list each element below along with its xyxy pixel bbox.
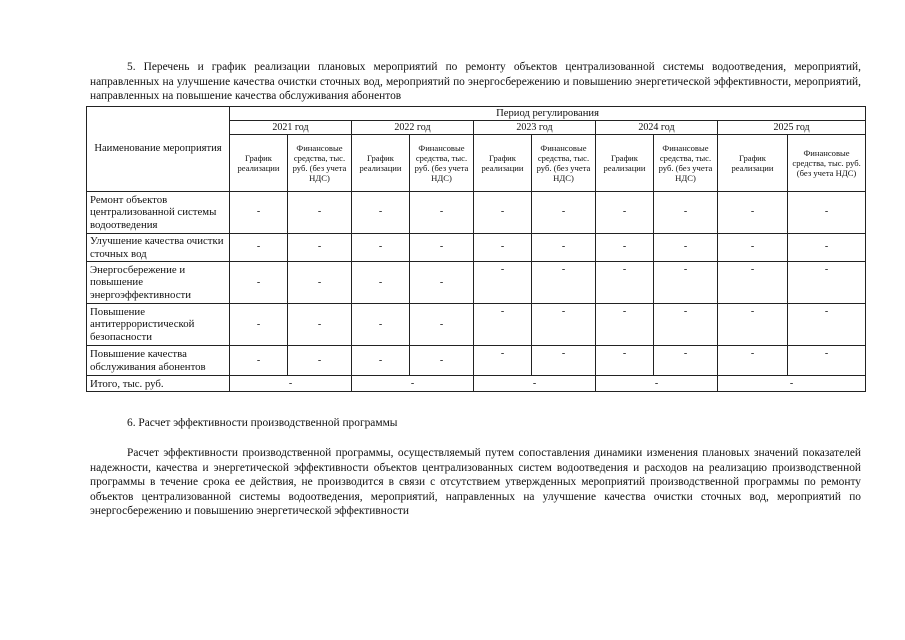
implementation-plan-table — [86, 106, 866, 392]
finance-subheader: Финансовые средства, тыс. руб. (без учета НДС) — [532, 135, 596, 192]
value-cell: - — [718, 262, 788, 304]
value-cell: - — [230, 262, 288, 304]
value-cell: - — [352, 304, 410, 346]
value-cell: - — [410, 234, 474, 262]
value-cell: - — [596, 346, 654, 376]
value-cell: - — [352, 262, 410, 304]
value-cell: - — [474, 346, 532, 376]
value-cell: - — [532, 234, 596, 262]
year-header: 2021 год — [230, 121, 352, 135]
value-cell: - — [532, 304, 596, 346]
total-value-cell: - — [718, 376, 866, 392]
value-cell: - — [474, 304, 532, 346]
value-cell: - — [410, 192, 474, 234]
value-cell: - — [288, 234, 352, 262]
total-row — [87, 376, 866, 392]
value-cell: - — [654, 192, 718, 234]
value-cell: - — [788, 346, 866, 376]
value-cell: - — [718, 304, 788, 346]
value-cell: - — [474, 262, 532, 304]
value-cell: - — [230, 346, 288, 376]
value-cell: - — [532, 346, 596, 376]
value-cell: - — [596, 262, 654, 304]
value-cell: - — [654, 346, 718, 376]
value-cell: - — [288, 346, 352, 376]
value-cell: - — [352, 234, 410, 262]
total-value-cell: - — [596, 376, 718, 392]
value-cell: - — [474, 234, 532, 262]
value-cell: - — [718, 346, 788, 376]
value-cell: - — [532, 192, 596, 234]
value-cell: - — [788, 262, 866, 304]
value-cell: - — [288, 304, 352, 346]
schedule-subheader: График реализации — [474, 135, 532, 192]
finance-subheader: Финансовые средства, тыс. руб. (без учета НДС) — [788, 135, 866, 192]
finance-subheader: Финансовые средства, тыс. руб. (без учета НДС) — [410, 135, 474, 192]
value-cell: - — [654, 304, 718, 346]
year-header: 2022 год — [352, 121, 474, 135]
finance-subheader: Финансовые средства, тыс. руб. (без учета НДС) — [288, 135, 352, 192]
activity-name: Повышение антитеррористической безопасности — [87, 304, 230, 346]
value-cell: - — [654, 234, 718, 262]
schedule-subheader: График реализации — [718, 135, 788, 192]
value-cell: - — [718, 192, 788, 234]
activity-name: Улучшение качества очистки сточных вод — [87, 234, 230, 262]
total-value-cell: - — [474, 376, 596, 392]
value-cell: - — [654, 262, 718, 304]
finance-subheader: Финансовые средства, тыс. руб. (без учета НДС) — [654, 135, 718, 192]
period-header: Период регулирования — [230, 107, 866, 121]
table-row — [87, 234, 866, 262]
total-value-cell: - — [352, 376, 474, 392]
year-header: 2024 год — [596, 121, 718, 135]
schedule-subheader: График реализации — [230, 135, 288, 192]
value-cell: - — [410, 262, 474, 304]
schedule-subheader: График реализации — [596, 135, 654, 192]
table-row — [87, 346, 866, 376]
value-cell: - — [410, 346, 474, 376]
value-cell: - — [230, 234, 288, 262]
value-cell: - — [596, 304, 654, 346]
value-cell: - — [288, 192, 352, 234]
schedule-subheader: График реализации — [352, 135, 410, 192]
value-cell: - — [230, 304, 288, 346]
value-cell: - — [352, 346, 410, 376]
value-cell: - — [788, 192, 866, 234]
value-cell: - — [230, 192, 288, 234]
value-cell: - — [410, 304, 474, 346]
activity-name: Ремонт объектов централизованной системы водоотведения — [87, 192, 230, 234]
year-header: 2023 год — [474, 121, 596, 135]
table-row — [87, 262, 866, 304]
value-cell: - — [532, 262, 596, 304]
value-cell: - — [596, 192, 654, 234]
section-5-paragraph: 5. Перечень и график реализации плановых мероприятий по ремонту объектов централизованной системы водоотведения, мероприятий, направленных на улучшение качества очистки сточных вод, мероприятий по энергосбережению и повышению энергетической эффективности, мероприятий, направленных на повышение качества обслуживания абонентов — [90, 61, 861, 103]
value-cell: - — [596, 234, 654, 262]
section-6-heading: 6. Расчет эффективности производственной программы — [127, 417, 398, 429]
activity-name: Повышение качества обслуживания абонентов — [87, 346, 230, 376]
value-cell: - — [352, 192, 410, 234]
activity-name: Энергосбережение и повышение энергоэффективности — [87, 262, 230, 304]
value-cell: - — [788, 234, 866, 262]
value-cell: - — [474, 192, 532, 234]
value-cell: - — [288, 262, 352, 304]
section-6-paragraph: Расчет эффективности производственной программы, осуществляемый путем сопоставления динамики изменения плановых значений показателей надежности, качества и энергетической эффективности объектов централизованных систем водоотведения и расходов на реализацию производственной программы в течение срока ее действия, не производится в связи с отсутствием утвержденных мероприятий производственной программы по ремонту объектов централизованной системы водоотведения, мероприятий, направленных на улучшение качества очистки сточных вод, мероприятий по энергосбережению и повышению энергетической эффективности — [90, 447, 861, 518]
year-header: 2025 год — [718, 121, 866, 135]
total-label: Итого, тыс. руб. — [87, 376, 230, 392]
total-value-cell: - — [230, 376, 352, 392]
table-row — [87, 304, 866, 346]
table-row — [87, 192, 866, 234]
name-column-header: Наименование мероприятия — [87, 107, 230, 192]
value-cell: - — [718, 234, 788, 262]
value-cell: - — [788, 304, 866, 346]
